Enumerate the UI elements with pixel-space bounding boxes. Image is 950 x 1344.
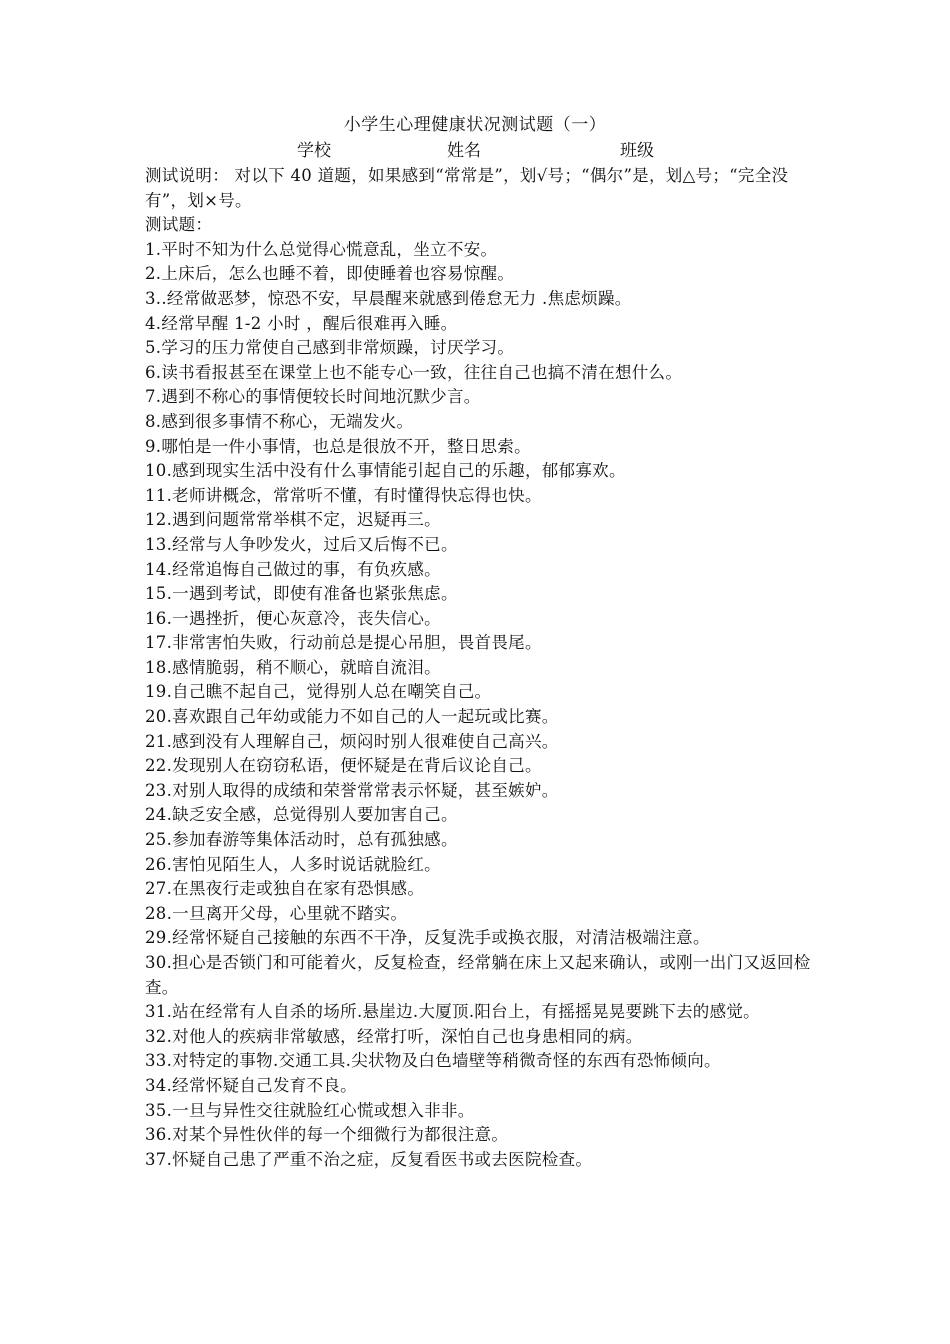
question-item: 34.经常怀疑自己发育不良。 [145, 1075, 357, 1095]
question-item: 30.担心是否锁门和可能着火，反复检查，经常躺在床上又起来确认，或刚一出门又返回检查。 [145, 953, 811, 997]
class-field-label: 班级 [620, 141, 654, 161]
question-item: 4.经常早醒 1-2 小时 ，醒后很难再入睡。 [145, 313, 458, 333]
question-item: 33.对特定的事物.交通工具.尖状物及白色墙壁等稍微奇怪的东西有恐怖倾向。 [145, 1051, 721, 1071]
question-item: 5.学习的压力常使自己感到非常烦躁，讨厌学习。 [145, 338, 515, 358]
question-item: 27.在黑夜行走或独自在家有恐惧感。 [145, 879, 425, 899]
question-item: 9.哪怕是一件小事情，也总是很放不开，整日思索。 [145, 436, 531, 456]
section-label: 测试题： [145, 215, 213, 235]
question-item: 6.读书看报甚至在课堂上也不能专心一致，往往自己也搞不清在想什么。 [145, 362, 683, 382]
question-item: 32.对他人的疾病非常敏感，经常打听，深怕自己也身患相同的病。 [145, 1026, 643, 1046]
question-item: 29.经常怀疑自己接触的东西不干净，反复洗手或换衣服，对清洁极端注意。 [145, 928, 710, 948]
question-item: 20.喜欢跟自己年幼或能力不如自己的人一起玩或比赛。 [145, 707, 559, 727]
question-item: 18.感情脆弱，稍不顺心，就暗自流泪。 [145, 657, 441, 677]
question-item: 12.遇到问题常常举棋不定，迟疑再三。 [145, 510, 441, 530]
question-item: 2.上床后，怎么也睡不着，即使睡着也容易惊醒。 [145, 264, 515, 284]
question-item: 17.非常害怕失败，行动前总是提心吊胆，畏首畏尾。 [145, 633, 542, 653]
school-field-label: 学校 [297, 141, 331, 161]
question-item: 25.参加春游等集体活动时，总有孤独感。 [145, 830, 458, 850]
question-item: 15.一遇到考试，即使有准备也紧张焦虑。 [145, 584, 458, 604]
question-item: 7.遇到不称心的事情便较长时间地沉默少言。 [145, 387, 481, 407]
question-item: 8.感到很多事情不称心，无端发火。 [145, 411, 414, 431]
header-fields [0, 138, 950, 164]
document-body [145, 164, 813, 1172]
question-item: 23.对别人取得的成绩和荣誉常常表示怀疑，甚至嫉妒。 [145, 780, 559, 800]
question-item: 26.害怕见陌生人，人多时说话就脸红。 [145, 854, 441, 874]
question-item: 14.经常追悔自己做过的事，有负疚感。 [145, 559, 441, 579]
question-item: 10.感到现实生活中没有什么事情能引起自己的乐趣，郁郁寡欢。 [145, 461, 626, 481]
question-item: 11.老师讲概念，常常听不懂，有时懂得快忘得也快。 [145, 485, 542, 505]
question-item: 24.缺乏安全感，总觉得别人要加害自己。 [145, 805, 458, 825]
question-item: 22.发现别人在窃窃私语，便怀疑是在背后议论自己。 [145, 756, 542, 776]
question-item: 19.自己瞧不起自己，觉得别人总在嘲笑自己。 [145, 682, 492, 702]
test-instructions: 测试说明： 对以下 40 道题，如果感到“常常是”，划√号；“偶尔”是，划△号；“完全没有”，划×号。 [145, 166, 789, 210]
question-item: 36.对某个异性伙伴的每一个细微行为都很注意。 [145, 1125, 509, 1145]
question-item: 1.平时不知为什么总觉得心慌意乱，坐立不安。 [145, 239, 498, 259]
name-field-label: 姓名 [447, 141, 481, 161]
question-item: 13.经常与人争吵发火，过后又后悔不已。 [145, 534, 458, 554]
question-item: 37.怀疑自己患了严重不治之症，反复看医书或去医院检查。 [145, 1149, 593, 1169]
question-item: 35.一旦与异性交往就脸红心慌或想入非非。 [145, 1100, 475, 1120]
document-title: 小学生心理健康状况测试题（一） [343, 115, 607, 135]
question-item: 28.一旦离开父母，心里就不踏实。 [145, 903, 408, 923]
question-item: 16.一遇挫折，便心灰意冷，丧失信心。 [145, 608, 441, 628]
question-item: 21.感到没有人理解自己，烦闷时别人很难使自己高兴。 [145, 731, 559, 751]
question-item: 31.站在经常有人自杀的场所.悬崖边.大厦顶.阳台上，有摇摇晃晃要跳下去的感觉。 [145, 1002, 760, 1022]
question-list [145, 238, 813, 1173]
question-item: 3..经常做恶梦，惊恐不安，早晨醒来就感到倦怠无力 .焦虑烦躁。 [145, 288, 632, 308]
